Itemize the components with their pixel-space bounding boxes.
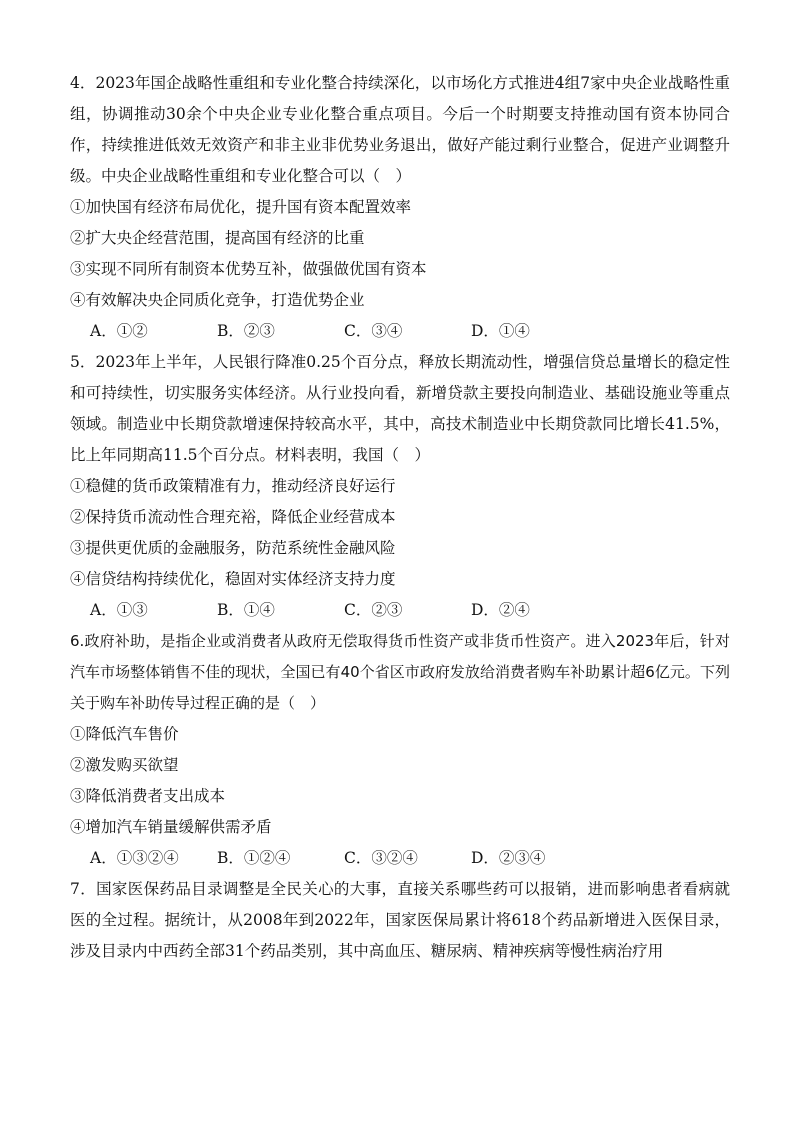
answer-c[interactable]: C．②③: [344, 601, 403, 619]
answer-d[interactable]: D．①④: [471, 322, 530, 340]
answer-choices: [70, 843, 730, 874]
answer-c[interactable]: C．③④: [344, 322, 403, 340]
statement-3: ③提供更优质的金融服务，防范系统性金融风险: [70, 539, 396, 557]
answer-d[interactable]: D．②③④: [471, 849, 546, 867]
answer-c[interactable]: C．③②④: [344, 849, 418, 867]
statement-2: ②扩大央企经营范围，提高国有经济的比重: [70, 229, 365, 247]
answer-a[interactable]: A．①②: [90, 322, 148, 340]
question-stem: 6.政府补助，是指企业或消费者从政府无偿取得货币性资产或非货币性资产。进入2023年后，针对汽车市场整体销售不佳的现状，全国已有40个省区市政府发放给消费者购车补助累计超6亿元。下列关于购车补助传导过程正确的是（ ）: [70, 632, 730, 712]
statement-3: ③实现不同所有制资本优势互补，做强做优国有资本: [70, 260, 427, 278]
statement-4: ④有效解决央企同质化竞争，打造优势企业: [70, 291, 365, 309]
answer-a[interactable]: A．①③②④: [90, 849, 179, 867]
question-6: [70, 626, 730, 874]
answer-choices: [70, 316, 730, 347]
statement-4: ④增加汽车销量缓解供需矛盾: [70, 818, 272, 836]
statement-1: ①加快国有经济布局优化，提升国有资本配置效率: [70, 198, 412, 216]
exam-page: [70, 68, 730, 967]
answer-choices: [70, 595, 730, 626]
answer-d[interactable]: D．②④: [471, 601, 530, 619]
statement-2: ②保持货币流动性合理充裕，降低企业经营成本: [70, 508, 396, 526]
question-stem: 5．2023年上半年，人民银行降准0.25个百分点，释放长期流动性，增强信贷总量增长的稳定性和可持续性，切实服务实体经济。从行业投向看，新增贷款主要投向制造业、基础设施业等重点领域。制造业中长期贷款增速保持较高水平，其中，高技术制造业中长期贷款同比增长41.5%，比上年同期高11.5个百分点。材料表明，我国（ ）: [70, 353, 730, 464]
answer-b[interactable]: B．①④: [217, 601, 275, 619]
statement-4: ④信贷结构持续优化，稳固对实体经济支持力度: [70, 570, 396, 588]
answer-b[interactable]: B．②③: [217, 322, 275, 340]
question-7: [70, 874, 730, 967]
question-4: [70, 68, 730, 347]
question-stem: 7．国家医保药品目录调整是全民关心的大事，直接关系哪些药可以报销，进而影响患者看病就医的全过程。据统计，从2008年到2022年，国家医保局累计将618个药品新增进入医保目录，涉及目录内中西药全部31个药品类别，其中高血压、糖尿病、精神疾病等慢性病治疗用: [70, 880, 730, 960]
answer-b[interactable]: B．①②④: [217, 849, 291, 867]
question-5: [70, 347, 730, 626]
answer-a[interactable]: A．①③: [90, 601, 148, 619]
statement-1: ①稳健的货币政策精准有力，推动经济良好运行: [70, 477, 396, 495]
question-stem: 4．2023年国企战略性重组和专业化整合持续深化，以市场化方式推进4组7家中央企业战略性重组，协调推动30余个中央企业专业化整合重点项目。今后一个时期要支持推动国有资本协同合作，持续推进低效无效资产和非主业非优势业务退出，做好产能过剩行业整合，促进产业调整升级。中央企业战略性重组和专业化整合可以（ ）: [70, 74, 730, 185]
statement-3: ③降低消费者支出成本: [70, 787, 226, 805]
statement-2: ②激发购买欲望: [70, 756, 179, 774]
statement-1: ①降低汽车售价: [70, 725, 179, 743]
